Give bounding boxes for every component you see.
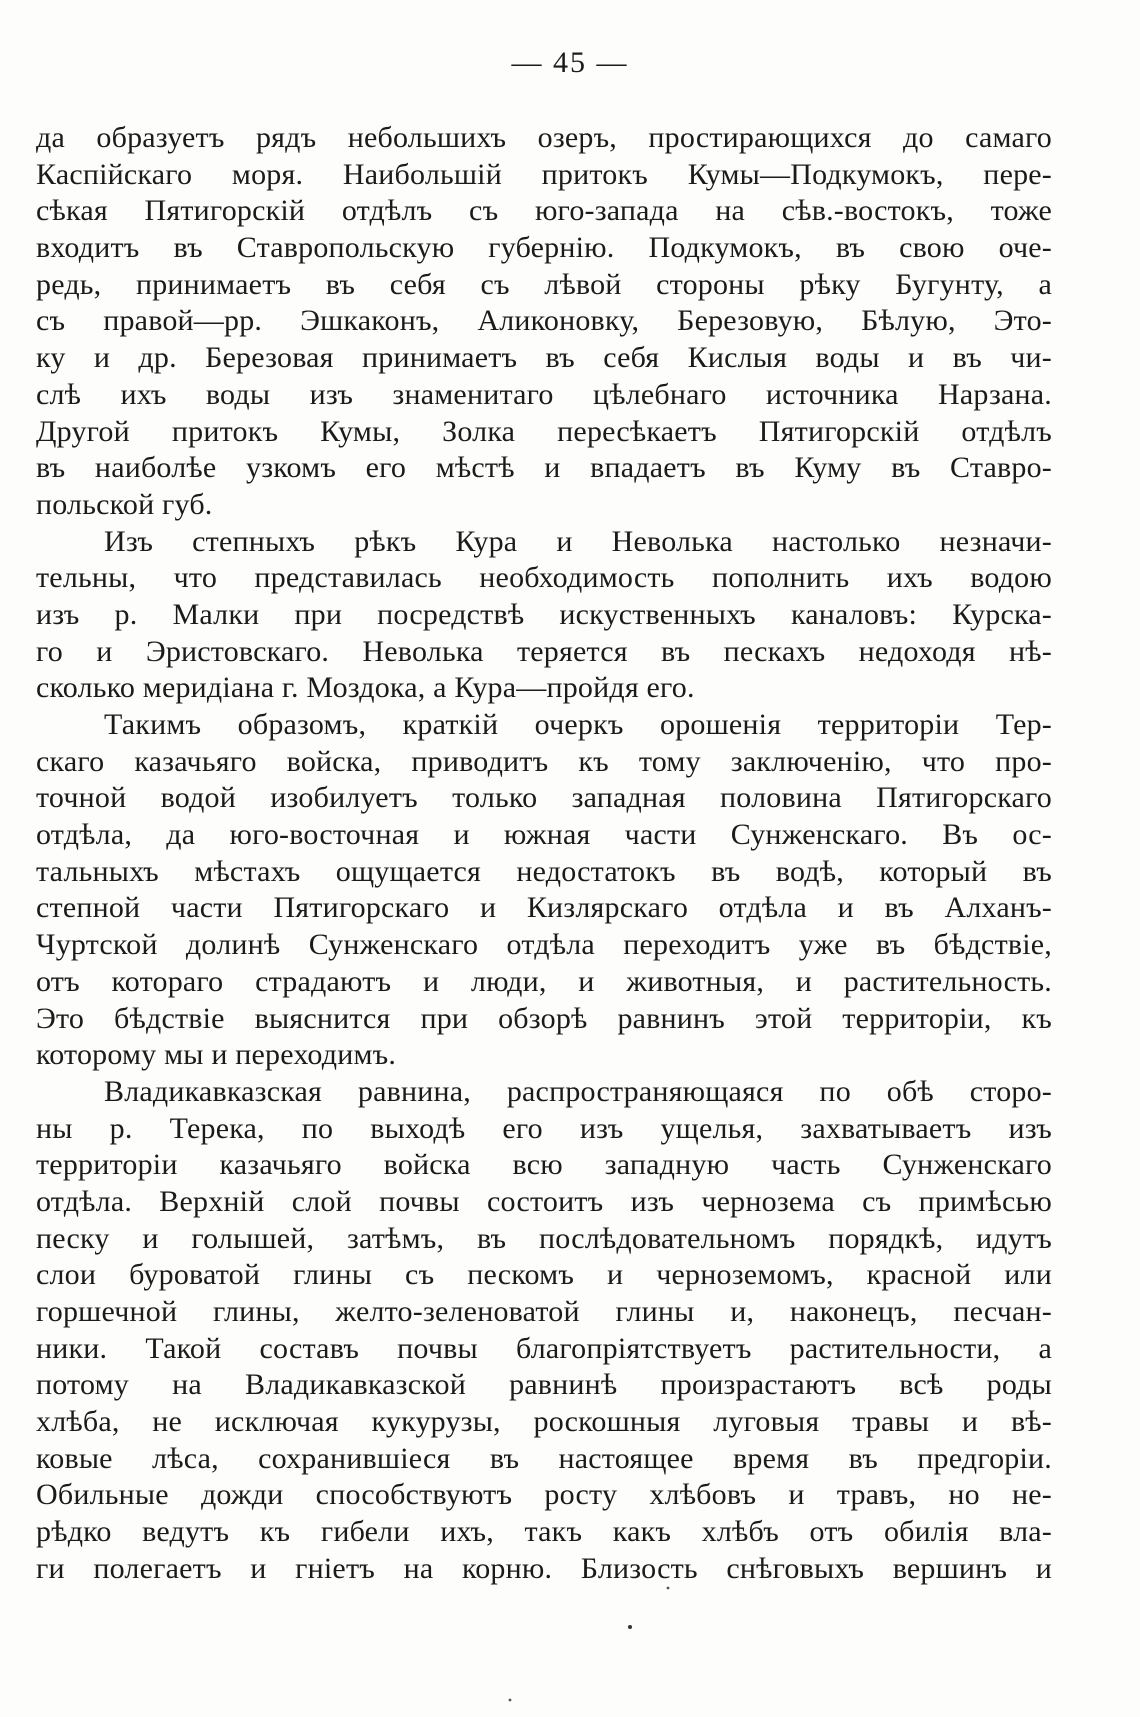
text-line: ку и др. Березовая принимаетъ въ себя Кислыя воды и въ чи- [36,341,1052,375]
text-line: слои буроватой глины съ пескомъ и черноземомъ, красной или [36,1258,1052,1292]
ink-speck [509,1699,512,1702]
text-line: отдѣла, да юго-восточная и южная части Сунженскаго. Въ ос- [36,818,1052,852]
text-line: изъ р. Малки при посредствѣ искуственныхъ каналовъ: Курска- [36,597,1052,631]
text-line: ги полегаетъ и гніетъ на корню. Близость снѣговыхъ вершинъ и [36,1551,1052,1585]
text-line: рѣдко ведутъ къ гибели ихъ, такъ какъ хлѣбъ отъ обилія вла- [36,1515,1052,1549]
text-line: ны р. Терека, по выходѣ его изъ ущелья, захватываетъ изъ [36,1111,1052,1145]
text-line: ники. Такой составъ почвы благопріятствуетъ растительности, а [36,1331,1052,1365]
ink-speck [628,1625,632,1629]
paragraph-2 [36,524,1052,707]
text-line: Владикавказская равнина, распространяющаяся по обѣ сторо- [104,1074,1052,1108]
text-line: въ наиболѣе узкомъ его мѣстѣ и впадаетъ въ Куму въ Ставро- [36,451,1052,485]
page-number: — 45 — [511,46,629,79]
text-line: горшечной глины, желто-зеленоватой глины и, наконецъ, песчан- [36,1295,1052,1328]
text-line: Каспійскаго моря. Наибольшій притокъ Кумы—Подкумокъ, пере- [36,157,1052,191]
text-line: потому на Владикавказской равнинѣ произрастаютъ всѣ роды [36,1368,1052,1402]
text-line: съ правой—рр. Эшкаконъ, Аликоновку, Березовую, Бѣлую, Это- [36,304,1052,338]
text-line: слѣ ихъ воды изъ знаменитаго цѣлебнаго источника Нарзана. [36,377,1052,411]
text-line: отъ котораго страдаютъ и люди, и животныя, и растительность. [36,964,1052,998]
text-line: тельны, что представилась необходимость пополнить ихъ водою [36,561,1052,595]
paragraph-3 [36,707,1052,1074]
text-line: Чуртской долинѣ Сунженскаго отдѣла переходитъ уже въ бѣдствіе, [36,928,1052,962]
text-line: сѣкая Пятигорскій отдѣлъ съ юго-запада на сѣв.-востокъ, тоже [36,194,1052,228]
text-line: Это бѣдствіе выяснится при обзорѣ равнинъ этой территоріи, къ [36,1001,1052,1035]
body-text [36,120,1052,1588]
paragraph-1 [36,120,1052,524]
text-line: входитъ въ Ставропольскую губернію. Подкумокъ, въ свою оче- [36,231,1052,265]
text-line: которому мы и переходимъ. [36,1038,397,1072]
text-line: хлѣба, не исключая кукурузы, роскошныя луговыя травы и вѣ- [36,1405,1052,1439]
text-line: тальныхъ мѣстахъ ощущается недостатокъ въ водѣ, который въ [36,854,1052,888]
text-line: песку и голышей, затѣмъ, въ послѣдовательномъ порядкѣ, идутъ [36,1221,1052,1255]
text-line: ковые лѣса, сохранившіеся въ настоящее время въ предгоріи. [36,1441,1052,1475]
paragraph-4 [36,1074,1052,1588]
text-line: степной части Пятигорскаго и Кизлярскаго отдѣла и въ Алханъ- [36,891,1052,925]
text-line: сколько меридіана г. Моздока, а Кура—пройдя его. [36,671,695,705]
text-line: Изъ степныхъ рѣкъ Кура и Неволька настолько незначи- [104,524,1052,558]
text-line: точной водой изобилуетъ только западная половина Пятигорскаго [36,781,1052,815]
text-line: скаго казачьяго войска, приводитъ къ тому заключенію, что про- [36,744,1052,778]
text-line: го и Эристовскаго. Неволька теряется въ пескахъ недоходя нѣ- [36,634,1052,668]
text-line: отдѣла. Верхній слой почвы состоитъ изъ чернозема съ примѣсью [36,1184,1052,1218]
text-line: территоріи казачьяго войска всю западную часть Сунженскаго [36,1148,1052,1182]
text-line: да образуетъ рядъ небольшихъ озеръ, простирающихся до самаго [36,121,1052,154]
text-line: Другой притокъ Кумы, Золка пересѣкаетъ Пятигорскій отдѣлъ [36,414,1052,448]
text-line: Такимъ образомъ, краткій очеркъ орошенія территоріи Тер- [104,708,1052,741]
text-line: Обильные дожди способствуютъ росту хлѣбовъ и травъ, но не- [36,1478,1052,1512]
text-line: редь, принимаетъ въ себя съ лѣвой стороны рѣку Бугунту, а [36,267,1052,301]
text-line: польской губ. [36,487,213,521]
